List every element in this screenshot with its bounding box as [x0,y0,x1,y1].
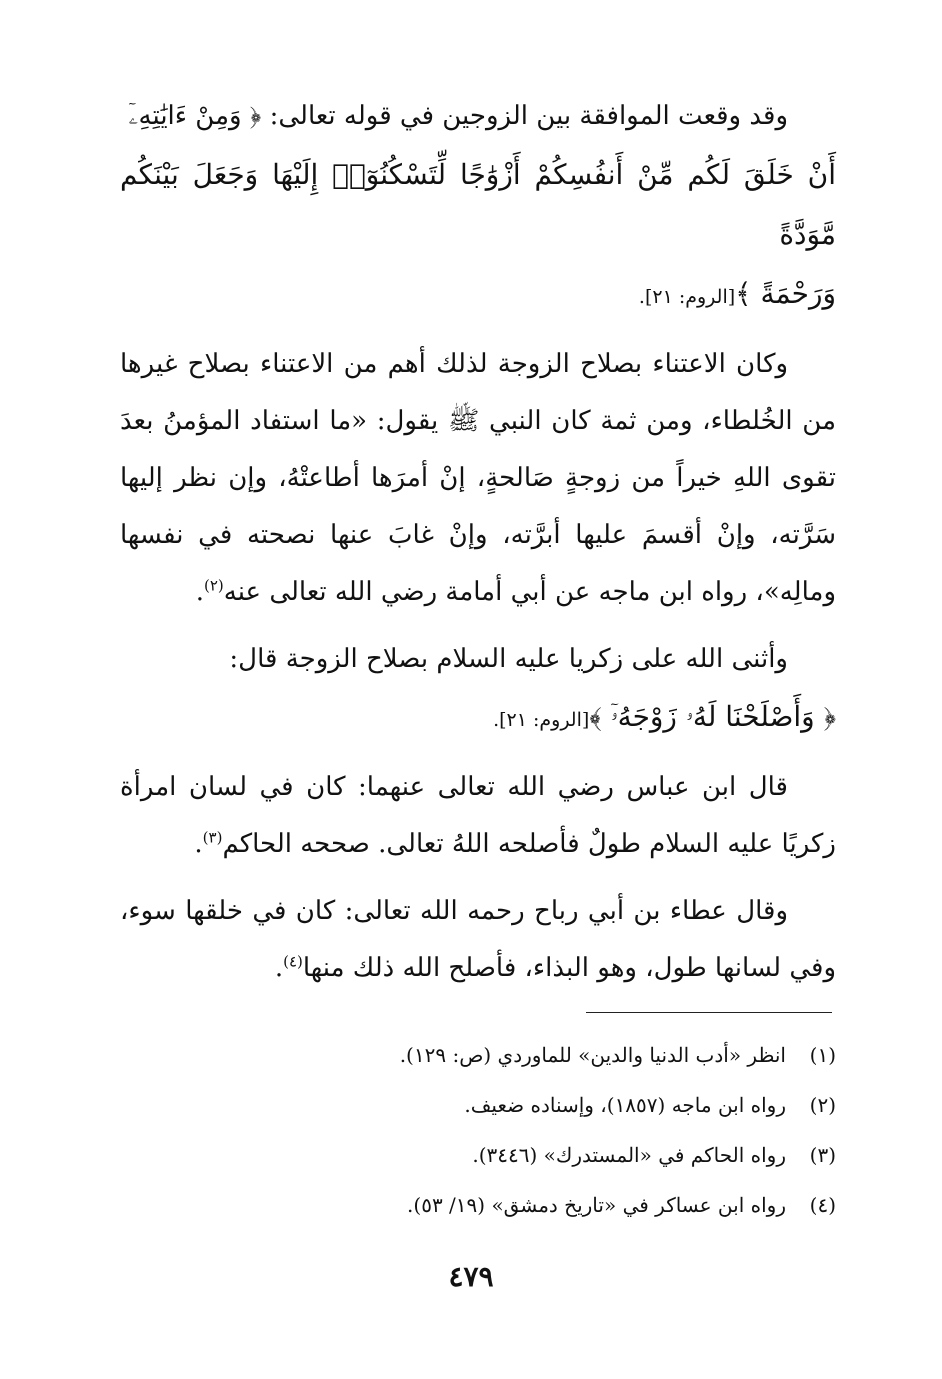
footnote-divider [586,1012,832,1013]
footnote-text: رواه الحاكم في «المستدرك» (٣٤٤٦). [472,1143,786,1167]
footnote-item [120,1030,836,1080]
paragraph-3-text: وأثنى الله على زكريا عليه السلام بصلاح الزوجة قال: [229,644,788,674]
footnote-number: (١) [809,1043,836,1067]
quran-verse-line: أَنْ خَلَقَ لَكُم مِّنْ أَنفُسِكُمْ أَزْوَٰجًا لِّتَسْكُنُوٓا۟ إِلَيْهَا وَجَعَلَ بَيْنَكُم مَّوَدَّةً [120,158,836,251]
paragraph-1 [120,88,836,326]
paragraph-3-verse-line [120,688,836,749]
paragraph-2 [120,336,836,621]
paragraph-3 [120,631,836,749]
footnote-text: رواه ابن ماجه (١٨٥٧)، وإسناده ضعيف. [464,1093,786,1117]
footnote-marker-3: (٣) [202,828,223,847]
verse-reference-2: [الروم: ٢١]. [493,709,590,731]
page-number: ٤٧٩ [448,1260,494,1293]
footnote-marker-2: (٢) [203,576,224,595]
quran-verse-end: وَرَحْمَةً ﴾ [735,277,836,310]
footnote-marker-4: (٤) [283,952,303,971]
footnote-number: (٣) [809,1143,836,1167]
footnotes [120,1030,836,1230]
paragraph-4 [120,759,836,873]
footnote-number: (٢) [809,1093,836,1117]
footnote-item [120,1130,836,1180]
verse-reference: [الروم: ٢١]. [638,286,736,308]
paragraph-1-line-3 [120,265,836,326]
footnote-item [120,1080,836,1130]
paragraph-5-text: وقال عطاء بن أبي رباح رحمه الله تعالى: كان في خلقها سوء، وفي لسانها طول، وهو البذاء، فأصلح الله ذلك منها [120,896,836,983]
paragraph-4-end: . [194,829,203,859]
page-body [120,88,836,1007]
footnote-number: (٤) [809,1193,836,1217]
paragraph-5-end: . [274,953,284,983]
paragraph-1-line-1: وقد وقعت الموافقة بين الزوجين في قوله تعالى: ﴿ وَمِنْ ءَايَٰتِهِۦٓ [128,101,788,131]
paragraph-4-text: قال ابن عباس رضي الله تعالى عنهما: كان في لسان امرأة زكريًا عليه السلام طولٌ فأصلحه اللهُ تعالى. صححه الحاكم [120,772,836,859]
paragraph-2-end: . [195,577,204,607]
footnote-text: رواه ابن عساكر في «تاريخ دمشق» (١٩/ ٥٣). [407,1193,786,1217]
paragraph-2-text: وكان الاعتناء بصلاح الزوجة لذلك أهم من الاعتناء بصلاح غيرها من الخُلطاء، ومن ثمة كان النبي ﷺ يقول: «ما استفاد المؤمنُ بعدَ تقوى اللهِ خيراً من زوجةٍ صَالحةٍ، إنْ أمرَها أطاعتْهُ، وإن نظر إليها سَرَّته، وإنْ أقسمَ عليها أبرَّته، وإنْ غابَ عنها نصحته في نفسها ومالِه»، رواه ابن ماجه عن أبي أمامة رضي الله تعالى عنه [120,349,836,607]
quran-verse-zakariya: ﴿ وَأَصْلَحْنَا لَهُۥ زَوْجَهُۥٓ ﴾ [589,700,836,733]
footnote-text: انظر «أدب الدنيا والدين» للماوردي (ص: ١٢٩). [399,1043,786,1067]
paragraph-5 [120,883,836,997]
footnote-item [120,1180,836,1230]
